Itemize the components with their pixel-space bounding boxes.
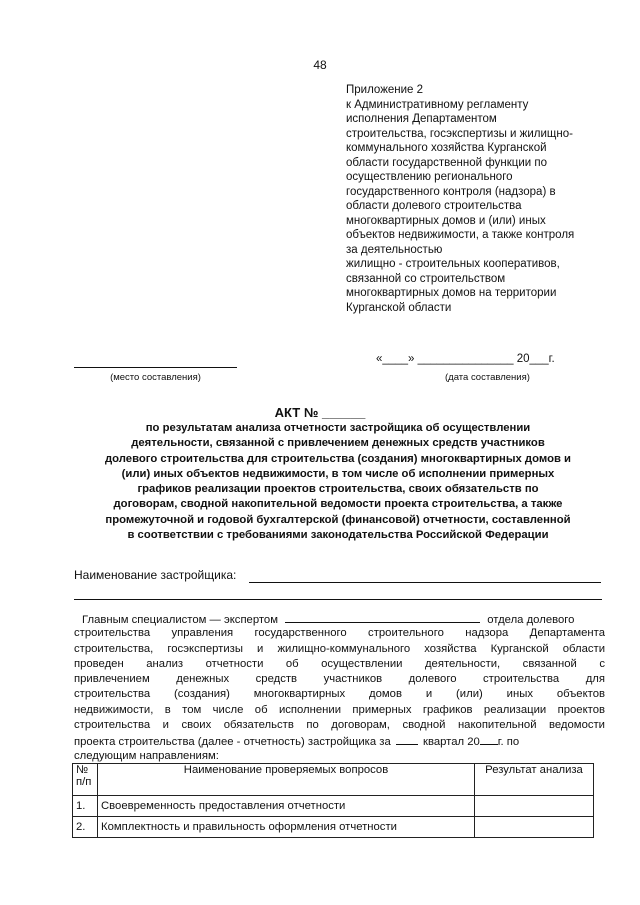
developer-label: Наименование застройщика: [74, 568, 237, 582]
act-subtitle [72, 421, 604, 543]
table-row [73, 796, 594, 817]
body-paragraph [74, 611, 605, 764]
appendix-line: многоквартирных домов на территории [346, 287, 557, 299]
header-question: Наименование проверяемых вопросов [98, 764, 475, 796]
date-field: «____» _______________ 20___г. [376, 353, 555, 365]
appendix-line: жилищно - строительных кооперативов, [346, 258, 560, 270]
body-line-last [74, 733, 605, 748]
body-line: строительства, госэкспертизы и жилищно-коммунального хозяйства Курганской области [74, 642, 605, 655]
expert-name-blank [285, 611, 480, 623]
row-question: Комплектность и правильность оформления отчетности [98, 817, 475, 838]
body-line: следующим направлениям: [74, 749, 219, 762]
row-result [475, 817, 594, 838]
body-text: отдела долевого [487, 614, 575, 626]
page-number: 48 [313, 58, 327, 72]
place-label: (место составления) [110, 372, 201, 383]
appendix-line: Приложение 2 [346, 84, 424, 96]
body-line: проведен анализ отчетности об осуществлении деятельности, связанной с [74, 657, 605, 670]
appendix-line: строительства, госэкспертизы и жилищно- [346, 127, 573, 140]
row-number: 1. [73, 796, 98, 817]
appendix-line: области долевого строительства [346, 200, 522, 212]
body-line: привлечением денежных средств участников долевого строительства для [74, 673, 605, 686]
appendix-line: объектов недвижимости, а также контроля [346, 229, 575, 241]
header-number: № п/п [73, 764, 98, 796]
appendix-header [346, 83, 616, 315]
header-result: Результат анализа [475, 764, 594, 796]
body-line: строительства (создания) многоквартирных домов и (или) иных объектов [74, 688, 605, 701]
row-result [475, 796, 594, 817]
date-label: (дата составления) [445, 372, 530, 383]
act-subtitle-line: промежуточной и годовой бухгалтерской (финансовой) отчетности, составленной [105, 513, 571, 526]
table-row [73, 817, 594, 838]
appendix-line: многоквартирных домов и (или) иных [346, 214, 546, 227]
appendix-line: к Административному регламенту [346, 98, 529, 111]
appendix-line: Курганской области [346, 301, 452, 314]
body-line: строительства управления государственного строительного надзора Департамента [74, 627, 605, 640]
body-text: Главным специалистом — экспертом [82, 614, 278, 626]
developer-blank-line-2 [74, 585, 602, 600]
place-blank-line [74, 352, 237, 368]
act-subtitle-line: договорам, сводной накопительной ведомости проекта строительства, а также [113, 498, 563, 511]
appendix-line: области государственной функции по [346, 156, 547, 169]
body-text: квартал 20 [423, 736, 480, 749]
analysis-table [72, 763, 594, 838]
act-subtitle-line: графиков реализации проектов строительства, своих обязательств по [137, 483, 539, 496]
appendix-line: исполнения Департаментом [346, 113, 497, 125]
developer-blank-line [249, 566, 601, 583]
appendix-line: связанной со строительством [346, 272, 506, 285]
act-subtitle-line: долевого строительства для строительства (создания) многоквартирных домов и [104, 452, 571, 465]
row-number: 2. [73, 817, 98, 838]
appendix-line: государственного контроля (надзора) в [346, 185, 556, 198]
appendix-line: за деятельностью [346, 243, 443, 256]
table-header-row [73, 764, 594, 796]
body-line: строительства и своих обязательств по договорам, сводной накопительной ведомости [74, 719, 605, 732]
body-text: г. по [497, 736, 520, 749]
row-question: Своевременность предоставления отчетности [98, 796, 475, 817]
appendix-line: коммунального хозяйства Курганской [346, 142, 547, 154]
body-text: проекта строительства (далее - отчетность) застройщика за [74, 736, 391, 749]
act-subtitle-line: (или) иных объектов недвижимости, в том числе об исполнении примерных [121, 467, 555, 480]
body-line: недвижимости, в том числе об исполнении примерных графиков реализации проектов [74, 703, 605, 716]
act-subtitle-line: по результатам анализа отчетности застройщика об осуществлении [145, 422, 531, 434]
act-title: АКТ № ______ [274, 405, 366, 420]
appendix-line: осуществлению регионального [346, 171, 513, 183]
quarter-blank [396, 733, 418, 745]
body-line-first [74, 611, 605, 626]
act-subtitle-line: деятельности, связанной с привлечением денежных средств участников [131, 437, 545, 450]
act-subtitle-line: в соответствии с требованиями законодательства Российской Федерации [127, 529, 549, 542]
year-blank [480, 733, 498, 745]
